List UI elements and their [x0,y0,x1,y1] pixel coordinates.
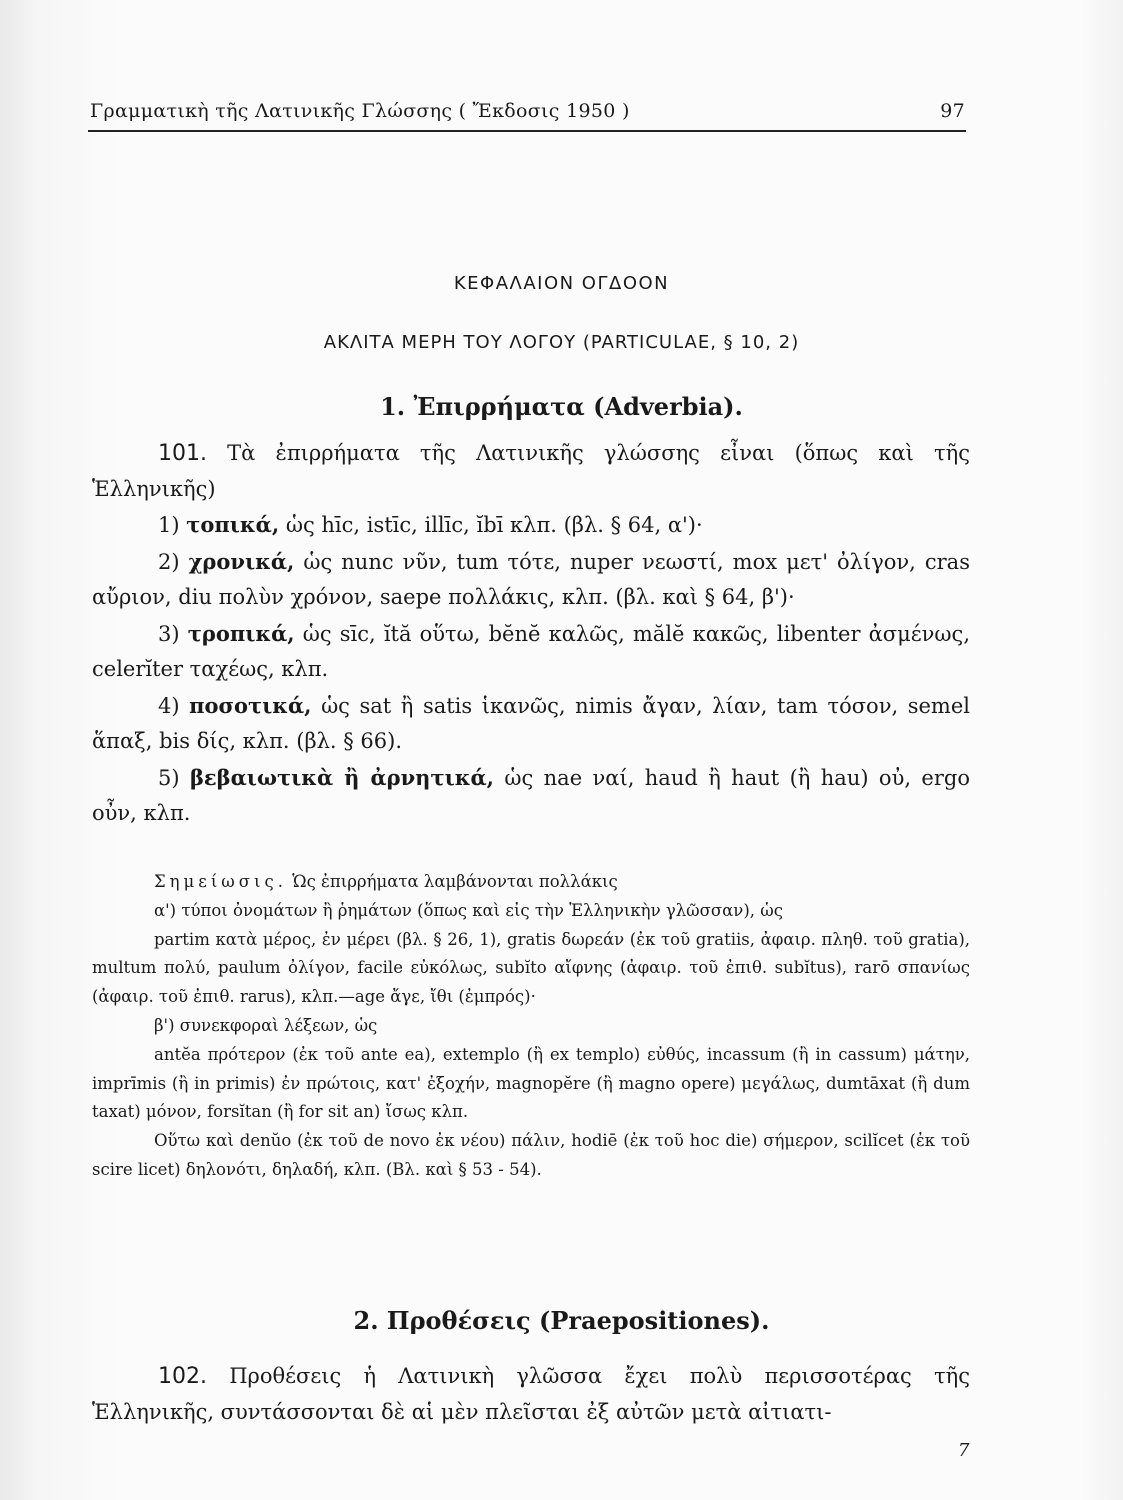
list-item [92,507,970,544]
header-rule [88,130,966,132]
item-number: 1) [158,513,180,537]
note-a-rest: partim κατὰ μέρος, ἐν μέρει (βλ. § 26, 1), gratis δωρεάν (ἐκ τοῦ gratiis, ἀφαιρ. πληθ. τοῦ gratia), multum πολύ, paulum ὀλίγον, facile εὐκόλως, subĭto αἴφνης (ἀφαιρ. τοῦ ἐπιθ. subĭtus), rarō σπανίως (ἀφαιρ. τοῦ ἐπιθ. rarus), κλπ.—age ἄγε, ἴθι (ἐμπρός)· [92,929,970,1007]
paragraph-102 [92,1359,970,1430]
note-a-first: α') τύποι ὀνομάτων ἢ ῥημάτων (ὅπως καὶ εἰς τὴν Ἑλληνικὴν γλῶσσαν), ὡς [154,900,783,920]
list-item [92,616,970,688]
item-term: ποσοτικά, [189,692,312,718]
item-number: 3) [158,621,180,646]
item-text: ὡς sīc, ĭtă οὕτω, bĕnĕ καλῶς, mălĕ κακῶς, libenter ἀσμένως, celerĭter ταχέως, κλπ. [92,621,970,681]
note-b-rest: antĕa πρότερον (ἐκ τοῦ ante ea), extemplo (ἢ ex templo) εὐθύς, incassum (ἢ in cassum) μάτην, imprīmis (ἢ in primis) ἐν πρώτοις, κατ' ἐξοχήν, magnopĕre (ἢ magno opere) μεγάλως, dumtāxat (ἢ dum taxat) μόνον, forsĭtan (ἢ for sit an) ἴσως κλπ. [92,1044,970,1122]
paragraph-intro: Τὰ ἐπιρρήματα τῆς Λατινικῆς γλώσσης εἶναι (ὅπως καὶ τῆς Ἑλληνικῆς) [92,441,970,501]
running-header [90,100,965,122]
note-lead [92,868,970,897]
list-item [92,544,970,616]
item-text: ὡς nae ναί, haud ἢ haut (ἢ hau) οὐ, ergo οὖν, κλπ. [92,765,970,825]
item-term: τοπικά, [186,512,280,537]
note-final: Οὕτω καὶ denŭo (ἐκ τοῦ de novo ἐκ νέου) πάλιν, hodiē (ἐκ τοῦ hoc die) σήμερον, scilĭcet (ἐκ τοῦ scire licet) δηλονότι, δηλαδή, κλπ. (Βλ. καὶ § 53 - 54). [92,1131,970,1179]
item-text: ὡς hīc, istīc, illīc, ĭbī κλπ. (βλ. § 64, α')· [285,513,703,537]
item-number: 2) [158,549,180,574]
list-item [92,760,970,832]
note-block [92,868,970,1185]
chapter-title: ΑΚΛΙΤΑ ΜΕΡΗ ΤΟΥ ΛΟΓΟΥ (PARTICULAE, § 10, 2) [323,332,800,353]
section-adverbia-body [92,436,970,832]
paragraph-number: 101. [158,441,207,466]
item-term: βεβαιωτικὰ ἢ ἀρνητικά, [189,764,494,790]
item-text: ὡς sat ἢ satis ἱκανῶς, nimis ἄγαν, λίαν, tam τόσον, semel ἅπαξ, bis δίς, κλπ. (βλ. § 66). [92,693,970,753]
page-number: 97 [940,100,965,122]
note-b-first: β') συνεκφοραὶ λέξεων, ὡς [154,1015,378,1035]
printer-signature: 7 [958,1440,970,1461]
note-label: Σημείωσις. [154,872,287,891]
section-heading-adverbia: 1. Ἐπιρρήματα (Adverbia). [380,392,743,421]
section-praepositiones-body [92,1359,970,1430]
item-number: 5) [158,765,180,790]
item-term: τροπικά, [187,620,295,646]
item-term: χρονικά, [188,548,295,574]
paragraph-number: 102. [158,1364,207,1389]
chapter-label: ΚΕΦΑΛΑΙΟΝ ΟΓΔΟΟΝ [453,273,670,294]
section-heading-praepositiones: 2. Προθέσεις (Praepositiones). [353,1306,770,1335]
item-number: 4) [158,693,180,718]
note-lead-text: Ὡς ἐπιρρήματα λαμβάνονται πολλάκις [292,872,618,891]
paragraph-101 [92,436,970,507]
item-text: ὡς nunc νῦν, tum τότε, nuper νεωστί, mox μετ' ὀλίγον, cras αὔριον, diu πολὺν χρόνον, saepe πολλάκις, κλπ. (βλ. καὶ § 64, β')· [92,549,970,609]
running-title: Γραμματικὴ τῆς Λατινικῆς Γλώσσης ( Ἔκδοσις 1950 ) [90,100,630,122]
list-item [92,688,970,760]
paragraph-text: Προθέσεις ἡ Λατινικὴ γλῶσσα ἔχει πολὺ περισσοτέρας τῆς Ἑλληνικῆς, συντάσσονται δὲ αἱ μὲν πλεῖσται ἐξ αὐτῶν μετὰ αἰτιατι- [92,1364,970,1424]
